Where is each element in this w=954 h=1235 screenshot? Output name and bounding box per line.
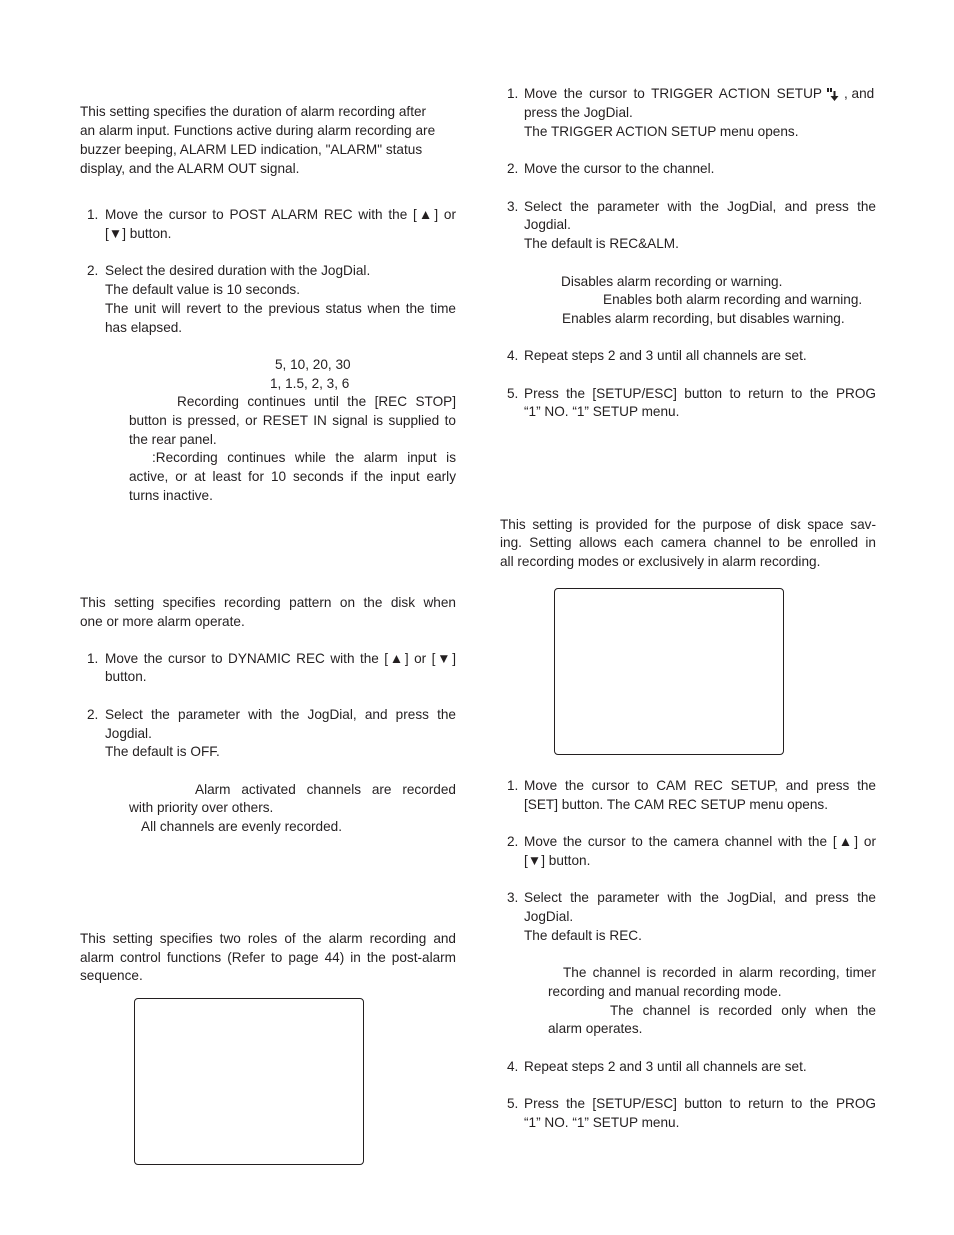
option-off: All channels are evenly recorded. — [141, 819, 342, 834]
paragraph-line: alarm control functions (Refer to page 44) in the post-alarm — [80, 950, 456, 965]
option-off: Disables alarm recording or warning. — [561, 274, 783, 289]
step-text: Repeat steps 2 and 3 until all channels are set. — [524, 1059, 807, 1074]
option-rec: recording and manual recording mode. — [548, 984, 782, 999]
step-text: The default is REC. — [524, 928, 642, 943]
option-manual: Recording continues until the [REC STOP] — [177, 394, 456, 409]
step-text: The default is OFF. — [105, 744, 220, 759]
step-text: has elapsed. — [105, 320, 183, 335]
paragraph-line: This setting specifies recording pattern on the disk when — [80, 595, 456, 610]
option-manual: button is pressed, or RESET IN signal is supplied to — [129, 413, 456, 428]
option-alm: The channel is recorded only when the — [610, 1003, 876, 1018]
option-external: turns inactive. — [129, 488, 213, 503]
option-rec: The channel is recorded in alarm recording, timer — [563, 965, 876, 980]
step-number: 2. — [507, 834, 519, 849]
arrow-icon — [824, 85, 842, 104]
option-rec: Enables alarm recording, but disables warning. — [562, 311, 845, 326]
trigger-action-setup-screen — [134, 998, 364, 1165]
paragraph-line: sequence. — [80, 968, 143, 983]
step-text: press the JogDial. — [524, 105, 633, 120]
option-minutes: 1, 1.5, 2, 3, 6 — [270, 376, 350, 391]
step-number: 1. — [87, 651, 99, 666]
paragraph-line: an alarm input. Functions active during alarm recording are — [80, 123, 436, 138]
paragraph-line: buzzer beeping, ALARM LED indication, "ALARM" status — [80, 142, 423, 157]
step-text: Repeat steps 2 and 3 until all channels are set. — [524, 348, 807, 363]
step-text: Select the parameter with the JogDial, and press the — [524, 890, 876, 905]
step-text: Jogdial. — [105, 726, 152, 741]
paragraph-line: one or more alarm operate. — [80, 614, 245, 629]
step-number: 3. — [507, 890, 519, 905]
step-text: Select the desired duration with the JogDial. — [105, 263, 371, 278]
step-text: The TRIGGER ACTION SETUP menu opens. — [524, 124, 799, 139]
step-text: Press the [SETUP/ESC] button to return to the PROG — [524, 386, 876, 401]
step-text: button. — [105, 669, 147, 684]
paragraph-line: ing. Setting allows each camera channel to be enrolled in — [500, 535, 876, 550]
step-text: Move the cursor to the camera channel with the [▲] or — [524, 834, 876, 849]
step-number: 3. — [507, 199, 519, 214]
step-text: Move the cursor to POST ALARM REC with the [▲] or — [105, 207, 456, 222]
step-number: 4. — [507, 348, 519, 363]
step-text: Move the cursor to CAM REC SETUP, and press the — [524, 778, 876, 793]
step-text: Select the parameter with the JogDial, and press the — [524, 199, 876, 214]
paragraph-line: This setting is provided for the purpose of disk space sav- — [500, 517, 876, 532]
step-number: 4. — [507, 1059, 519, 1074]
step-number: 2. — [507, 161, 519, 176]
paragraph-line: all recording modes or exclusively in alarm recording. — [500, 554, 821, 569]
step-number: 5. — [507, 386, 519, 401]
option-manual: the rear panel. — [129, 432, 217, 447]
step-text: The default value is 10 seconds. — [105, 282, 300, 297]
step-text: The default is REC&ALM. — [524, 236, 679, 251]
option-on: with priority over others. — [129, 800, 274, 815]
step-text: Move the cursor to TRIGGER ACTION SETUP — [524, 86, 822, 101]
option-seconds: 5, 10, 20, 30 — [275, 357, 351, 372]
option-rec-alm: Enables both alarm recording and warning. — [603, 292, 863, 307]
step-text: Press the [SETUP/ESC] button to return to the PROG — [524, 1096, 876, 1111]
option-on: Alarm activated channels are recorded — [195, 782, 456, 797]
step-text: [▼] button. — [524, 853, 591, 868]
paragraph-line: This setting specifies two roles of the alarm recording and — [80, 931, 456, 946]
step-text: “1” NO. “1” SETUP menu. — [524, 404, 680, 419]
option-external: :Recording continues while the alarm input is — [152, 450, 456, 465]
option-external: active, or at least for 10 seconds if the input early — [129, 469, 456, 484]
step-text: The unit will revert to the previous status when the time — [105, 301, 456, 316]
paragraph-line: This setting specifies the duration of alarm recording after — [80, 104, 427, 119]
step-text: [SET] button. The CAM REC SETUP menu opens. — [524, 797, 828, 812]
step-text: Jogdial. — [524, 217, 571, 232]
step-number: 1. — [87, 207, 99, 222]
step-text-line — [524, 85, 876, 104]
step-text: [▼] button. — [105, 226, 172, 241]
paragraph-line: display, and the ALARM OUT signal. — [80, 161, 300, 176]
cam-rec-setup-screen — [554, 588, 784, 755]
step-number: 1. — [507, 86, 519, 101]
step-text: Move the cursor to DYNAMIC REC with the [▲] or [▼] — [105, 651, 456, 666]
step-text: Select the parameter with the JogDial, and press the — [105, 707, 456, 722]
step-text: “1” NO. “1” SETUP menu. — [524, 1115, 680, 1130]
step-number: 2. — [87, 263, 99, 278]
step-text: Move the cursor to the channel. — [524, 161, 715, 176]
step-text: , and — [844, 86, 875, 101]
step-number: 5. — [507, 1096, 519, 1111]
step-number: 1. — [507, 778, 519, 793]
step-text: JogDial. — [524, 909, 574, 924]
option-alm: alarm operates. — [548, 1021, 643, 1036]
step-number: 2. — [87, 707, 99, 722]
